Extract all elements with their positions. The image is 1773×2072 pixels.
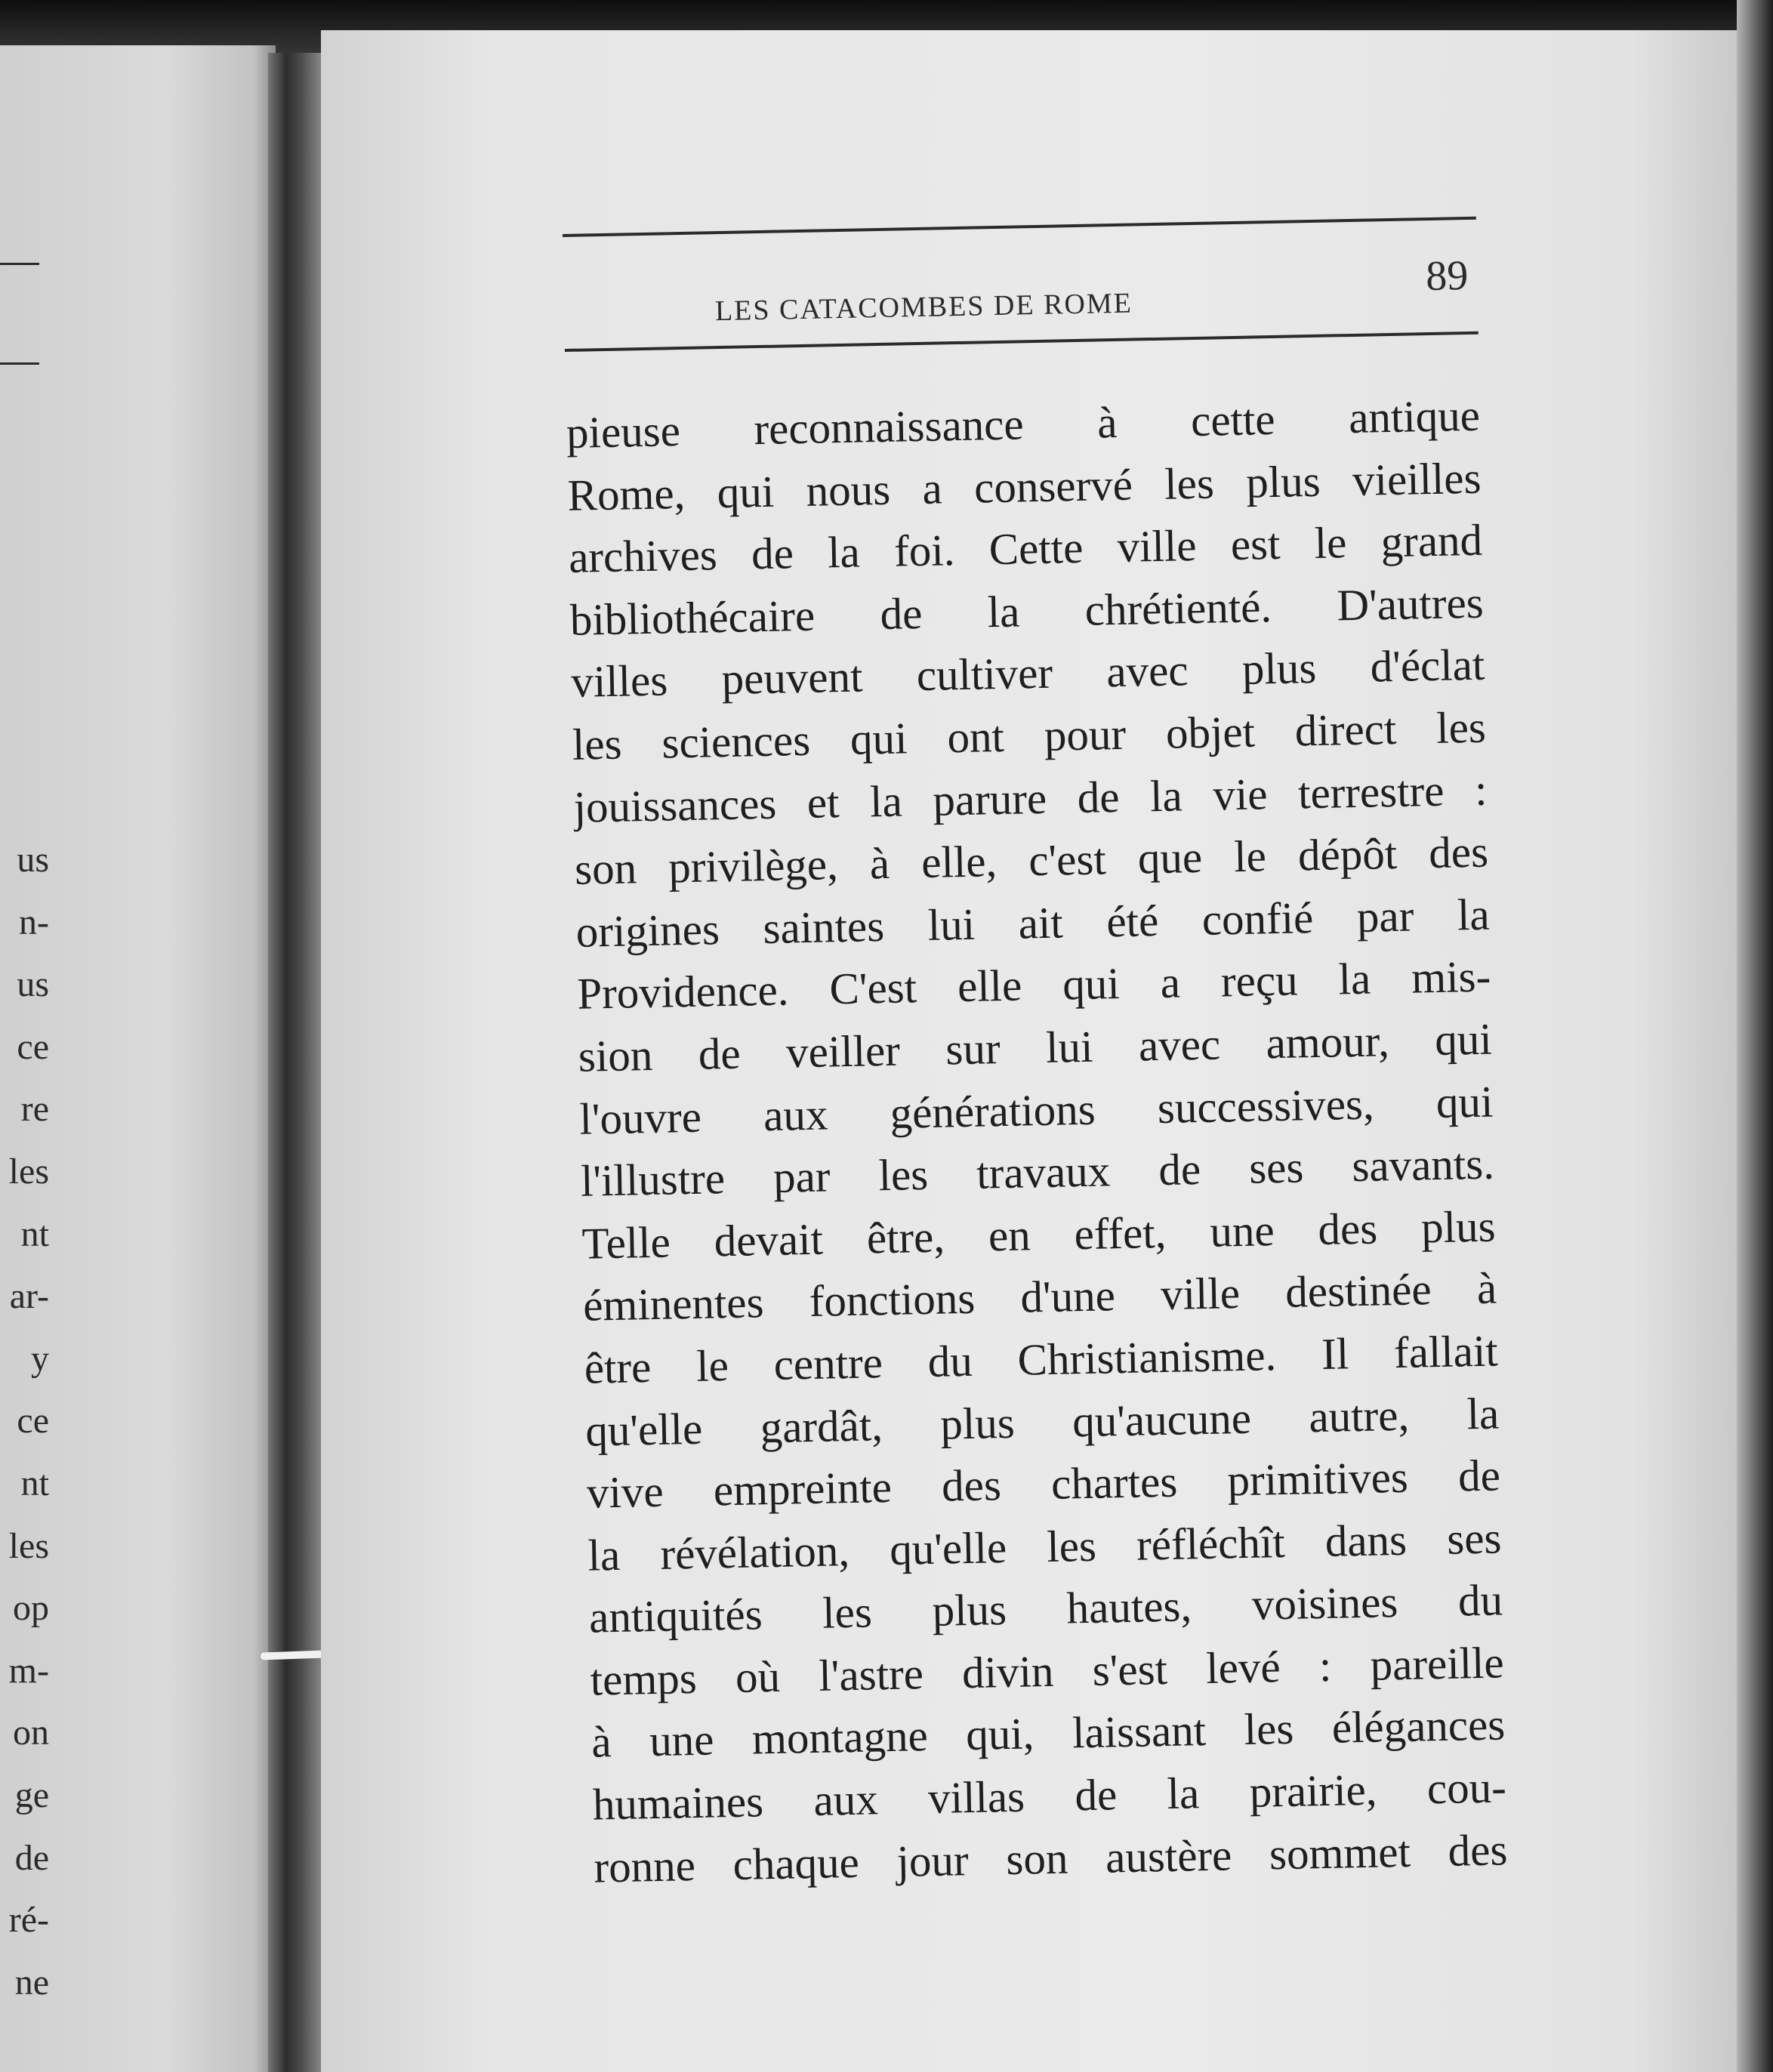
book-gutter [268,53,328,2072]
left-page-fragment: ne [14,1962,49,2003]
text-line: qu'elle gardât, plus qu'aucune autre, la [584,1387,1500,1456]
text-line: ronne chaque jour son austère sommet des [593,1824,1508,1892]
left-page-fragment: ré- [8,1900,49,1941]
text-line: sion de veiller sur lui avec amour, qui [578,1013,1493,1081]
text-line: à une montagne qui, laissant les élégances [590,1699,1506,1768]
left-page-fragment: ce [17,1401,49,1441]
left-page-fragment: us [17,964,49,1005]
text-line: Rome, qui nous a conservé les plus vieilles [567,452,1482,520]
page-number: 89 [1425,251,1469,301]
text-line: antiquités les plus hautes, voisines du [588,1574,1503,1642]
left-page-fragment: y [31,1338,49,1379]
left-page-fragment: on [13,1713,49,1753]
left-page-line-fragments [0,829,49,2014]
left-page-fragment: ar- [9,1276,49,1317]
left-page-fragment: ge [14,1774,49,1815]
text-line: éminentes fonctions d'une ville destinée à [582,1263,1497,1331]
left-page-fragment: n- [19,902,49,942]
left-page-fragment: les [8,1525,49,1566]
left-page-rule-bottom [0,362,39,365]
text-line: Telle devait être, en effet, une des plus [581,1201,1497,1269]
text-line: vive empreinte des chartes primitives de [586,1450,1501,1518]
text-line: temps où l'astre divin s'est levé : pareille [590,1637,1505,1705]
left-page-fragment: nt [20,1463,49,1503]
left-page [0,45,276,2072]
left-page-fragment: us [17,840,49,880]
body-text [566,384,1508,1898]
text-line: archives de la foi. Cette ville est le grand [568,514,1483,583]
running-head [563,220,1479,349]
left-page-rule-top [0,263,39,265]
scan-right-edge [1737,0,1773,2072]
left-page-fragment: re [20,1089,49,1130]
running-head-title: LES CATACOMBES DE ROME [714,287,1133,328]
text-line: origines saintes lui ait été confié par la [575,889,1491,957]
right-page-content [563,217,1508,1898]
text-line: être le centre du Christianisme. Il fallait [584,1325,1499,1393]
text-line: l'ouvre aux générations successives, qui [578,1076,1494,1144]
text-line: jouissances et la parure de la vie terrestre : [572,764,1488,832]
text-line: humaines aux villas de la prairie, cou- [592,1762,1507,1830]
text-line: villes peuvent cultiver avec plus d'éclat [570,640,1485,708]
text-line: Providence. C'est elle qui a reçu la mis- [576,951,1491,1019]
text-line: son privilège, à elle, c'est que le dépôt des [574,826,1489,894]
text-line: la révélation, qu'elle les réfléchît dans ses [587,1512,1502,1580]
left-page-fragment: op [13,1588,49,1629]
left-page-fragment: nt [20,1213,49,1254]
text-line: l'illustre par les travaux de ses savants. [580,1138,1495,1206]
left-page-fragment: de [14,1837,49,1878]
text-line: pieuse reconnaissance à cette antique [566,390,1481,458]
left-page-fragment: ce [17,1026,49,1067]
left-page-fragment: les [8,1151,49,1192]
text-line: les sciences qui ont pour objet direct les [572,701,1487,769]
left-page-fragment: m- [8,1650,49,1691]
text-line: bibliothécaire de la chrétienté. D'autres [569,577,1485,645]
